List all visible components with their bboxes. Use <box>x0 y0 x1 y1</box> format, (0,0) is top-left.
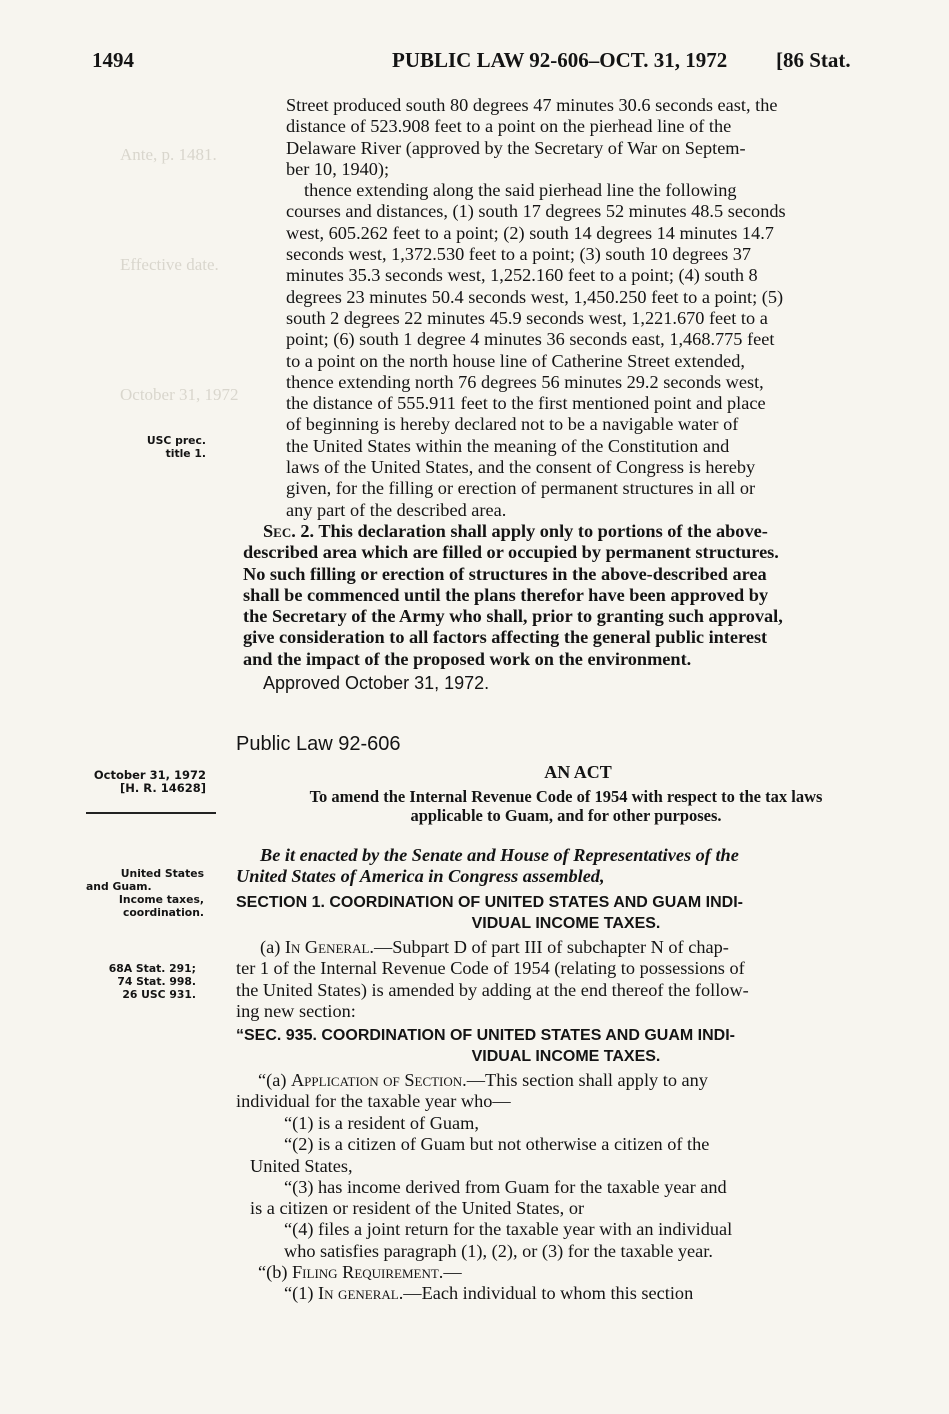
filing-requirement <box>236 1262 896 1305</box>
text-line: point; (6) south 1 degree 4 minutes 36 seconds east, 1,468.775 feet <box>286 329 775 350</box>
text-line: (a) In General.—Subpart D of part III of subchapter N of chap- <box>260 937 729 957</box>
margin-rule <box>86 812 216 814</box>
show-through-text: Effective date. <box>120 255 219 274</box>
text-line: “(1) In general.—Each individual to whom this section <box>284 1283 694 1304</box>
criteria-list <box>236 1113 896 1262</box>
text-line: No such filling or erection of structures in the above-described area <box>243 563 767 584</box>
list-item: “(4) files a joint return for the taxable year with an individual <box>284 1219 733 1240</box>
enacting-clause: Be it enacted by the Senate and House of Representatives of the United States of America in Congress assembled, <box>236 845 739 887</box>
show-through-text: Ante, p. 1481. <box>120 145 217 164</box>
text-line: shall be commenced until the plans therefor have been approved by <box>243 584 769 605</box>
list-item-continuation: is a citizen or resident of the United States, or <box>250 1198 585 1219</box>
text-line: any part of the described area. <box>286 499 507 520</box>
text-line: thence extending along the said pierhead line the following <box>304 180 737 201</box>
text-line: laws of the United States, and the consent of Congress is hereby <box>286 457 756 478</box>
text-line: the United States) is amended by adding at the end thereof the follow- <box>236 979 749 1000</box>
text-line: Sec. 2. This declaration shall apply only to portions of the above- <box>263 521 768 541</box>
text-line: west, 605.262 feet to a point; (2) south 14 degrees 14 minutes 14.7 <box>286 222 774 243</box>
approval-line: Approved October 31, 1972. <box>263 673 490 693</box>
application-of-section <box>236 1070 896 1113</box>
text-line: described area which are filled or occupied by permanent structures. <box>243 542 779 563</box>
previous-law-text <box>262 95 894 521</box>
section-label: Sec. 2. <box>263 521 315 541</box>
text-line: individual for the taxable year who— <box>236 1091 511 1112</box>
text-line: the distance of 555.911 feet to the first mentioned point and place <box>286 393 766 414</box>
statute-reference: [86 Stat. <box>776 48 851 72</box>
show-through-text: October 31, 1972 <box>120 385 239 404</box>
text-line: given, for the filling or erection of permanent structures in all or <box>286 478 756 499</box>
text-line: ing new section: <box>236 1000 356 1021</box>
act-purpose: To amend the Internal Revenue Code of 1954 with respect to the tax laws applicable to Guam, and for other purposes. <box>309 787 823 825</box>
list-item: “(2) is a citizen of Guam but not otherwise a citizen of the <box>284 1134 710 1155</box>
text-line: degrees 23 minutes 50.4 seconds west, 1,450.250 feet to a point; (5) <box>286 286 784 307</box>
margin-note-subject: United States and Guam. Income taxes, coordination. <box>86 867 204 919</box>
margin-note-usc: USC prec. title 1. <box>146 434 206 460</box>
text-line: give consideration to all factors affecting the general public interest <box>243 627 768 648</box>
text-line: courses and distances, (1) south 17 degrees 52 minutes 48.5 seconds <box>286 201 786 222</box>
text-line: the Secretary of the Army who shall, prior to granting such approval, <box>243 606 783 627</box>
running-header <box>0 48 949 82</box>
text-line: ber 10, 1940); <box>286 158 390 179</box>
list-item: “(3) has income derived from Guam for the taxable year and <box>284 1176 727 1197</box>
text-line: “(a) Application of Section.—This section shall apply to any <box>258 1070 708 1090</box>
margin-note-date: October 31, 1972 [H. R. 14628] <box>93 768 206 795</box>
list-item-continuation: who satisfies paragraph (1), (2), or (3) for the taxable year. <box>284 1240 713 1261</box>
text-line: seconds west, 1,372.530 feet to a point; (3) south 10 degrees 37 <box>286 244 752 265</box>
text-line: distance of 523.908 feet to a point on the pierhead line of the <box>286 116 732 137</box>
text-line: the United States within the meaning of the Constitution and <box>286 435 730 456</box>
text-line: thence extending north 76 degrees 56 minutes 29.2 seconds west, <box>286 371 764 392</box>
text-line: to a point on the north house line of Catherine Street extended, <box>286 350 745 371</box>
list-item-continuation: United States, <box>250 1155 353 1176</box>
section-2 <box>243 521 894 670</box>
text-line: Delaware River (approved by the Secretary of War on Septem- <box>286 137 746 158</box>
an-act-heading: AN ACT <box>544 762 612 782</box>
header-title: PUBLIC LAW 92-606–OCT. 31, 1972 <box>392 48 728 72</box>
section-1-heading: SECTION 1. COORDINATION OF UNITED STATES AND GUAM INDI- VIDUAL INCOME TAXES. <box>236 894 743 933</box>
text-line: south 2 degrees 22 minutes 45.9 seconds west, 1,221.670 feet to a <box>286 307 768 328</box>
text-line: minutes 35.3 seconds west, 1,252.160 feet to a point; (4) south 8 <box>286 265 758 286</box>
list-item: “(1) is a resident of Guam, <box>284 1113 479 1133</box>
text-line: “(b) Filing Requirement.— <box>258 1262 462 1282</box>
law-title: Public Law 92-606 <box>236 733 401 755</box>
margin-note-citations: 68A Stat. 291; 74 Stat. 998. 26 USC 931. <box>108 962 196 1001</box>
text-line: of beginning is hereby declared not to be a navigable water of <box>286 414 739 435</box>
text-line: ter 1 of the Internal Revenue Code of 1954 (relating to possessions of <box>236 958 745 979</box>
text-line: and the impact of the proposed work on the environment. <box>243 648 692 669</box>
section-935-heading: “SEC. 935. COORDINATION OF UNITED STATES AND GUAM INDI- VIDUAL INCOME TAXES. <box>236 1027 735 1066</box>
subsection-a <box>236 937 896 1022</box>
text-line: Street produced south 80 degrees 47 minutes 30.6 seconds east, the <box>286 95 778 115</box>
page-number: 1494 <box>92 48 134 72</box>
